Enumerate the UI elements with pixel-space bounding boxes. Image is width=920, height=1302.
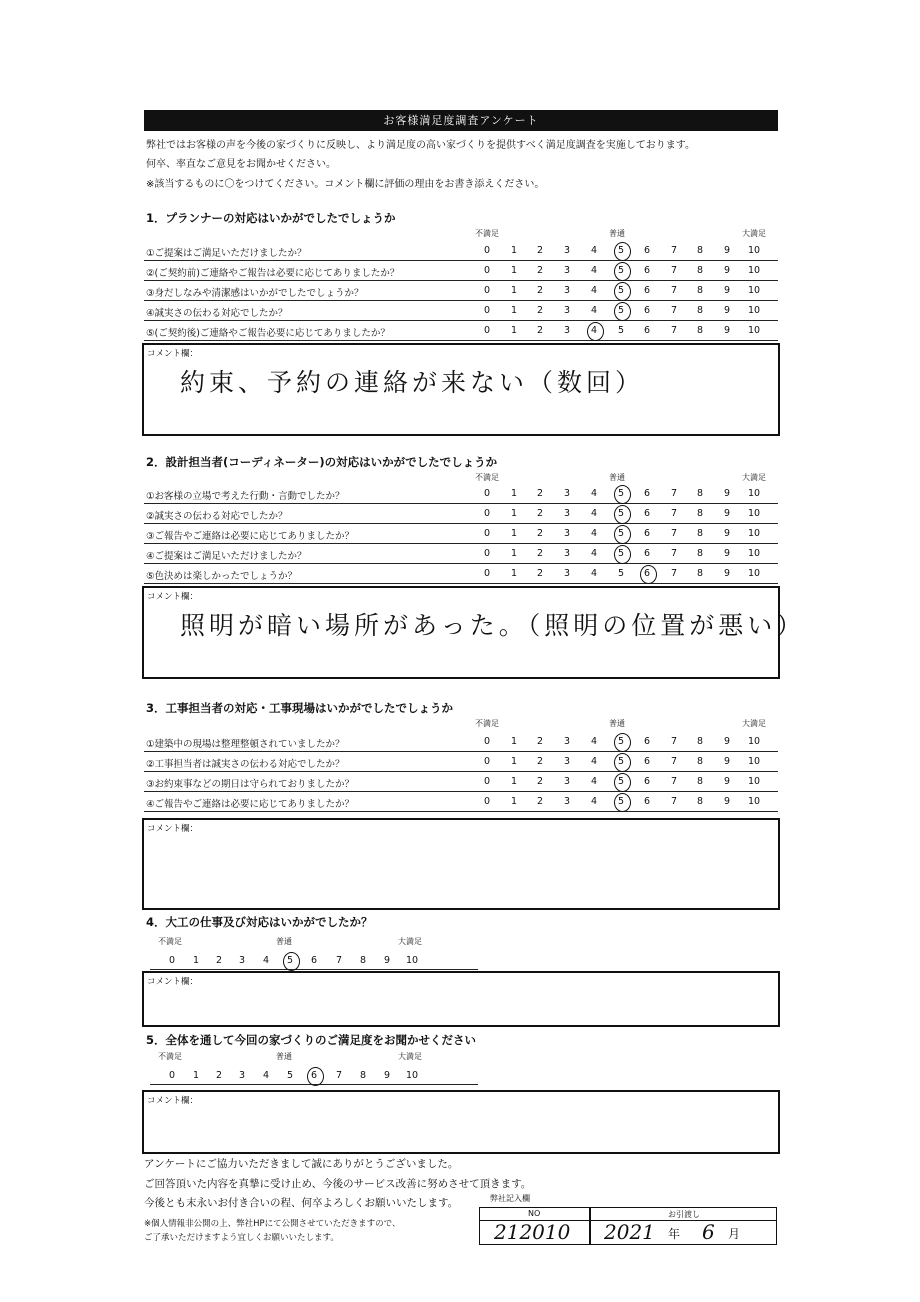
handover-year: 2021: [604, 1220, 655, 1244]
question-text: ②誠実さの伝わる対応でしたか？: [146, 511, 288, 522]
selected-score-circle: [640, 565, 657, 584]
score-option-2[interactable]: 2: [536, 568, 544, 579]
score-option-10[interactable]: 10: [747, 776, 761, 787]
score-option-1[interactable]: 1: [510, 756, 518, 767]
score-option-7[interactable]: 7: [670, 796, 678, 807]
score-option-4[interactable]: 4: [590, 568, 598, 579]
scale-label-high: 大満足: [742, 473, 766, 482]
score-option-9[interactable]: 9: [723, 796, 731, 807]
score-option-3[interactable]: 3: [563, 776, 571, 787]
office-use-label: 弊社記入欄: [490, 1194, 530, 1203]
score-option-9[interactable]: 9: [723, 756, 731, 767]
selected-score-circle: [614, 485, 631, 504]
score-option-3[interactable]: 3: [563, 245, 571, 256]
score-option-2[interactable]: 2: [536, 528, 544, 539]
score-option-2[interactable]: 2: [536, 285, 544, 296]
selected-score-circle: [614, 773, 631, 792]
score-option-10[interactable]: 10: [405, 1070, 419, 1081]
score-option-1[interactable]: 1: [192, 955, 200, 966]
score-option-6[interactable]: 6: [643, 568, 651, 579]
score-option-5[interactable]: 5: [617, 736, 625, 747]
score-option-9[interactable]: 9: [723, 305, 731, 316]
score-option-10[interactable]: 10: [747, 796, 761, 807]
score-option-8[interactable]: 8: [696, 568, 704, 579]
selected-score-circle: [614, 242, 631, 261]
score-option-1[interactable]: 1: [510, 796, 518, 807]
score-option-9[interactable]: 9: [723, 245, 731, 256]
score-option-3[interactable]: 3: [563, 285, 571, 296]
handwritten-comment: 照明が暗い場所があった。（照明の位置が悪い）: [180, 611, 806, 640]
score-option-4[interactable]: 4: [262, 1070, 270, 1081]
score-option-7[interactable]: 7: [670, 508, 678, 519]
score-option-2[interactable]: 2: [536, 245, 544, 256]
score-option-9[interactable]: 9: [723, 265, 731, 276]
score-option-10[interactable]: 10: [747, 305, 761, 316]
score-option-0[interactable]: 0: [483, 756, 491, 767]
score-option-2[interactable]: 2: [536, 548, 544, 559]
score-option-5[interactable]: 5: [286, 955, 294, 966]
score-option-8[interactable]: 8: [696, 528, 704, 539]
scale-label-low: 不満足: [475, 473, 499, 482]
question-text: ①お客様の立場で考えた行動・言動でしたか？: [146, 491, 345, 502]
question-text: ③お約束事などの期日は守られておりましたか？: [146, 779, 355, 790]
score-option-2[interactable]: 2: [536, 325, 544, 336]
score-option-8[interactable]: 8: [696, 265, 704, 276]
score-option-2[interactable]: 2: [215, 1070, 223, 1081]
outro-line-2: ご回答頂いた内容を真摯に受け止め、今後のサービス改善に努めさせて頂きます。: [144, 1178, 532, 1190]
selected-score-circle: [614, 262, 631, 281]
score-option-10[interactable]: 10: [747, 756, 761, 767]
question-text: ④ご提案はご満足いただけましたか？: [146, 551, 307, 562]
score-option-9[interactable]: 9: [723, 548, 731, 559]
score-option-4[interactable]: 4: [590, 736, 598, 747]
question-text: ①建築中の現場は整理整頓されていましたか？: [146, 739, 345, 750]
score-option-10[interactable]: 10: [405, 955, 419, 966]
selected-score-circle: [614, 733, 631, 752]
score-option-5[interactable]: 5: [286, 1070, 294, 1081]
score-option-9[interactable]: 9: [383, 1070, 391, 1081]
score-option-1[interactable]: 1: [510, 305, 518, 316]
score-option-6[interactable]: 6: [643, 245, 651, 256]
score-option-9[interactable]: 9: [723, 325, 731, 336]
score-option-0[interactable]: 0: [483, 548, 491, 559]
score-option-2[interactable]: 2: [536, 796, 544, 807]
scale-label-high: 大満足: [742, 719, 766, 728]
note-line-1: ※個人情報非公開の上、弊社HPにて公開させていただきますので、: [144, 1219, 401, 1229]
score-option-5[interactable]: 5: [617, 528, 625, 539]
score-option-0[interactable]: 0: [483, 736, 491, 747]
score-option-9[interactable]: 9: [383, 955, 391, 966]
scale-label-low: 不満足: [158, 937, 182, 946]
score-option-9[interactable]: 9: [723, 568, 731, 579]
score-option-0[interactable]: 0: [483, 488, 491, 499]
score-option-7[interactable]: 7: [335, 955, 343, 966]
score-option-5[interactable]: 5: [617, 265, 625, 276]
survey-title: お客様満足度調査アンケート: [144, 110, 778, 131]
score-option-4[interactable]: 4: [590, 305, 598, 316]
score-option-9[interactable]: 9: [723, 285, 731, 296]
score-option-6[interactable]: 6: [643, 488, 651, 499]
score-option-4[interactable]: 4: [590, 756, 598, 767]
score-option-2[interactable]: 2: [536, 305, 544, 316]
handover-month: 6: [702, 1220, 715, 1244]
score-option-1[interactable]: 1: [510, 245, 518, 256]
score-option-5[interactable]: 5: [617, 488, 625, 499]
score-option-7[interactable]: 7: [670, 776, 678, 787]
section-2-title: 2．設計担当者(コーディネーター)の対応はいかがでしたでしょうか: [146, 455, 498, 469]
score-option-5[interactable]: 5: [617, 285, 625, 296]
score-option-2[interactable]: 2: [536, 776, 544, 787]
score-option-0[interactable]: 0: [483, 796, 491, 807]
score-option-10[interactable]: 10: [747, 736, 761, 747]
score-option-3[interactable]: 3: [563, 265, 571, 276]
score-option-1[interactable]: 1: [510, 548, 518, 559]
score-option-10[interactable]: 10: [747, 325, 761, 336]
score-option-0[interactable]: 0: [483, 265, 491, 276]
score-option-10[interactable]: 10: [747, 508, 761, 519]
score-option-5[interactable]: 5: [617, 325, 625, 336]
selected-score-circle: [614, 525, 631, 544]
scale-label-low: 不満足: [158, 1052, 182, 1061]
score-option-4[interactable]: 4: [590, 528, 598, 539]
score-option-6[interactable]: 6: [310, 955, 318, 966]
scale-label-mid: 普通: [609, 473, 625, 482]
score-option-8[interactable]: 8: [696, 796, 704, 807]
score-option-5[interactable]: 5: [617, 756, 625, 767]
question-text: ④ご報告やご連絡は必要に応じてありましたか？: [146, 799, 355, 810]
score-option-4[interactable]: 4: [590, 776, 598, 787]
scale-label-high: 大満足: [398, 937, 422, 946]
score-option-0[interactable]: 0: [483, 305, 491, 316]
score-option-10[interactable]: 10: [747, 285, 761, 296]
score-option-8[interactable]: 8: [696, 488, 704, 499]
score-option-8[interactable]: 8: [696, 325, 704, 336]
scale-label-high: 大満足: [398, 1052, 422, 1061]
score-option-9[interactable]: 9: [723, 488, 731, 499]
section-4-title: 4．大工の仕事及び対応はいかがでしたか？: [146, 915, 373, 929]
question-text: ①ご提案はご満足いただけましたか？: [146, 248, 307, 259]
score-option-6[interactable]: 6: [643, 508, 651, 519]
score-option-8[interactable]: 8: [696, 245, 704, 256]
selected-score-circle: [614, 282, 631, 301]
section-5-title: 5．全体を通して今回の家づくりのご満足度をお聞かせください: [146, 1033, 476, 1047]
score-option-6[interactable]: 6: [643, 285, 651, 296]
score-option-1[interactable]: 1: [510, 285, 518, 296]
section-1-title: 1．プランナーの対応はいかがでしたでしょうか: [146, 211, 396, 225]
score-option-6[interactable]: 6: [643, 796, 651, 807]
score-option-2[interactable]: 2: [536, 756, 544, 767]
question-text: ⑤(ご契約後)ご連絡やご報告必要に応じてありましたか？: [146, 328, 390, 339]
score-option-6[interactable]: 6: [643, 736, 651, 747]
score-option-10[interactable]: 10: [747, 265, 761, 276]
section-4-comment-box[interactable]: [142, 971, 780, 1027]
score-option-5[interactable]: 5: [617, 305, 625, 316]
score-option-1[interactable]: 1: [510, 265, 518, 276]
score-option-10[interactable]: 10: [747, 528, 761, 539]
score-option-8[interactable]: 8: [696, 508, 704, 519]
score-option-3[interactable]: 3: [563, 756, 571, 767]
score-option-0[interactable]: 0: [483, 776, 491, 787]
score-option-1[interactable]: 1: [510, 568, 518, 579]
selected-score-circle: [614, 302, 631, 321]
score-option-4[interactable]: 4: [590, 265, 598, 276]
comment-label: コメント欄：: [147, 977, 199, 987]
score-option-8[interactable]: 8: [696, 776, 704, 787]
score-option-4[interactable]: 4: [590, 325, 598, 336]
intro-line-2: 何卒、率直なご意見をお聞かせください。: [146, 159, 336, 170]
score-option-8[interactable]: 8: [696, 305, 704, 316]
score-option-9[interactable]: 9: [723, 508, 731, 519]
score-option-7[interactable]: 7: [670, 265, 678, 276]
score-option-7[interactable]: 7: [670, 568, 678, 579]
score-option-6[interactable]: 6: [643, 548, 651, 559]
score-option-0[interactable]: 0: [483, 325, 491, 336]
note-line-2: ご了承いただけますよう宜しくお願いいたします。: [144, 1233, 339, 1243]
score-option-7[interactable]: 7: [670, 325, 678, 336]
score-option-7[interactable]: 7: [670, 528, 678, 539]
score-option-1[interactable]: 1: [510, 776, 518, 787]
scale-label-low: 不満足: [475, 229, 499, 238]
score-option-1[interactable]: 1: [510, 508, 518, 519]
score-option-8[interactable]: 8: [359, 1070, 367, 1081]
score-option-3[interactable]: 3: [563, 568, 571, 579]
score-option-10[interactable]: 10: [747, 488, 761, 499]
score-option-1[interactable]: 1: [192, 1070, 200, 1081]
intro-line-3: ※該当するものに〇をつけてください。コメント欄に評価の理由をお書き添えください。: [146, 179, 545, 190]
score-option-5[interactable]: 5: [617, 568, 625, 579]
score-option-9[interactable]: 9: [723, 736, 731, 747]
score-option-3[interactable]: 3: [563, 488, 571, 499]
score-option-5[interactable]: 5: [617, 245, 625, 256]
score-option-3[interactable]: 3: [563, 508, 571, 519]
selected-score-circle: [283, 952, 300, 971]
comment-label: コメント欄：: [147, 592, 199, 602]
score-option-3[interactable]: 3: [563, 796, 571, 807]
score-option-7[interactable]: 7: [335, 1070, 343, 1081]
score-option-3[interactable]: 3: [563, 305, 571, 316]
score-option-7[interactable]: 7: [670, 488, 678, 499]
score-option-1[interactable]: 1: [510, 325, 518, 336]
score-option-6[interactable]: 6: [643, 776, 651, 787]
no-cell: [479, 1207, 591, 1245]
intro-line-1: 弊社ではお客様の声を今後の家づくりに反映し、より満足度の高い家づくりを提供すべく満足度調査を実施しております。: [146, 140, 695, 151]
selected-score-circle: [614, 545, 631, 564]
score-option-2[interactable]: 2: [215, 955, 223, 966]
score-option-3[interactable]: 3: [563, 528, 571, 539]
score-option-4[interactable]: 4: [590, 488, 598, 499]
selected-score-circle: [587, 322, 604, 341]
score-option-0[interactable]: 0: [483, 245, 491, 256]
section-5-comment-box[interactable]: [142, 1090, 780, 1154]
scale-underline: [150, 969, 478, 970]
score-option-4[interactable]: 4: [262, 955, 270, 966]
score-option-7[interactable]: 7: [670, 305, 678, 316]
score-option-10[interactable]: 10: [747, 245, 761, 256]
score-option-9[interactable]: 9: [723, 528, 731, 539]
score-option-7[interactable]: 7: [670, 548, 678, 559]
selected-score-circle: [614, 793, 631, 812]
comment-label: コメント欄：: [147, 1096, 199, 1106]
score-option-4[interactable]: 4: [590, 285, 598, 296]
scale-label-low: 不満足: [475, 719, 499, 728]
score-option-4[interactable]: 4: [590, 245, 598, 256]
score-option-9[interactable]: 9: [723, 776, 731, 787]
score-option-6[interactable]: 6: [643, 756, 651, 767]
question-text: ⑤色決めは楽しかったでしょうか？: [146, 571, 298, 582]
no-label: NO: [528, 1209, 541, 1218]
score-option-0[interactable]: 0: [168, 1070, 176, 1081]
score-option-10[interactable]: 10: [747, 568, 761, 579]
handover-cell: [589, 1207, 777, 1245]
question-text: ②(ご契約前)ご連絡やご報告は必要に応じてありましたか？: [146, 268, 400, 279]
outro-line-1: アンケートにご協力いただきまして誠にありがとうございました。: [144, 1158, 459, 1170]
score-option-3[interactable]: 3: [238, 955, 246, 966]
score-option-0[interactable]: 0: [483, 528, 491, 539]
scale-label-mid: 普通: [609, 229, 625, 238]
score-option-5[interactable]: 5: [617, 508, 625, 519]
score-option-3[interactable]: 3: [563, 736, 571, 747]
question-text: ④誠実さの伝わる対応でしたか？: [146, 308, 288, 319]
score-option-2[interactable]: 2: [536, 488, 544, 499]
score-option-0[interactable]: 0: [168, 955, 176, 966]
score-option-5[interactable]: 5: [617, 776, 625, 787]
score-option-2[interactable]: 2: [536, 736, 544, 747]
selected-score-circle: [614, 505, 631, 524]
month-unit: 月: [728, 1227, 741, 1241]
score-option-6[interactable]: 6: [643, 265, 651, 276]
score-option-1[interactable]: 1: [510, 736, 518, 747]
score-option-6[interactable]: 6: [643, 528, 651, 539]
score-option-7[interactable]: 7: [670, 285, 678, 296]
score-option-0[interactable]: 0: [483, 285, 491, 296]
scale-label-high: 大満足: [742, 229, 766, 238]
no-value: 212010: [494, 1220, 571, 1244]
score-option-3[interactable]: 3: [238, 1070, 246, 1081]
year-unit: 年: [668, 1227, 681, 1241]
question-text: ③ご報告やご連絡は必要に応じてありましたか？: [146, 531, 355, 542]
score-option-5[interactable]: 5: [617, 796, 625, 807]
score-option-0[interactable]: 0: [483, 508, 491, 519]
score-option-3[interactable]: 3: [563, 325, 571, 336]
score-option-4[interactable]: 4: [590, 796, 598, 807]
score-option-8[interactable]: 8: [696, 736, 704, 747]
score-option-8[interactable]: 8: [696, 756, 704, 767]
question-text: ③身だしなみや清潔感はいかがでしたでしょうか？: [146, 288, 364, 299]
question-text: ②工事担当者は誠実さの伝わる対応でしたか？: [146, 759, 345, 770]
handwritten-comment: 約束、予約の連絡が来ない（数回）: [180, 368, 645, 397]
scale-label-mid: 普通: [276, 1052, 292, 1061]
handover-label: お引渡し: [668, 1210, 700, 1219]
score-option-8[interactable]: 8: [696, 548, 704, 559]
score-option-4[interactable]: 4: [590, 508, 598, 519]
score-option-1[interactable]: 1: [510, 488, 518, 499]
score-option-6[interactable]: 6: [310, 1070, 318, 1081]
score-option-7[interactable]: 7: [670, 245, 678, 256]
score-option-0[interactable]: 0: [483, 568, 491, 579]
score-option-4[interactable]: 4: [590, 548, 598, 559]
selected-score-circle: [307, 1067, 324, 1086]
comment-label: コメント欄：: [147, 824, 199, 834]
score-option-6[interactable]: 6: [643, 325, 651, 336]
score-option-2[interactable]: 2: [536, 508, 544, 519]
score-option-8[interactable]: 8: [359, 955, 367, 966]
score-option-2[interactable]: 2: [536, 265, 544, 276]
score-option-7[interactable]: 7: [670, 756, 678, 767]
score-option-7[interactable]: 7: [670, 736, 678, 747]
score-option-8[interactable]: 8: [696, 285, 704, 296]
score-option-3[interactable]: 3: [563, 548, 571, 559]
score-option-10[interactable]: 10: [747, 548, 761, 559]
score-option-5[interactable]: 5: [617, 548, 625, 559]
selected-score-circle: [614, 753, 631, 772]
section-3-title: 3．工事担当者の対応・工事現場はいかがでしたでしょうか: [146, 701, 453, 715]
scale-label-mid: 普通: [276, 937, 292, 946]
scale-label-mid: 普通: [609, 719, 625, 728]
comment-label: コメント欄：: [147, 349, 199, 359]
section-3-comment-box[interactable]: [142, 818, 780, 910]
outro-line-3: 今後とも末永いお付き合いの程、何卒よろしくお願いいたします。: [144, 1197, 459, 1209]
score-option-1[interactable]: 1: [510, 528, 518, 539]
score-option-6[interactable]: 6: [643, 305, 651, 316]
